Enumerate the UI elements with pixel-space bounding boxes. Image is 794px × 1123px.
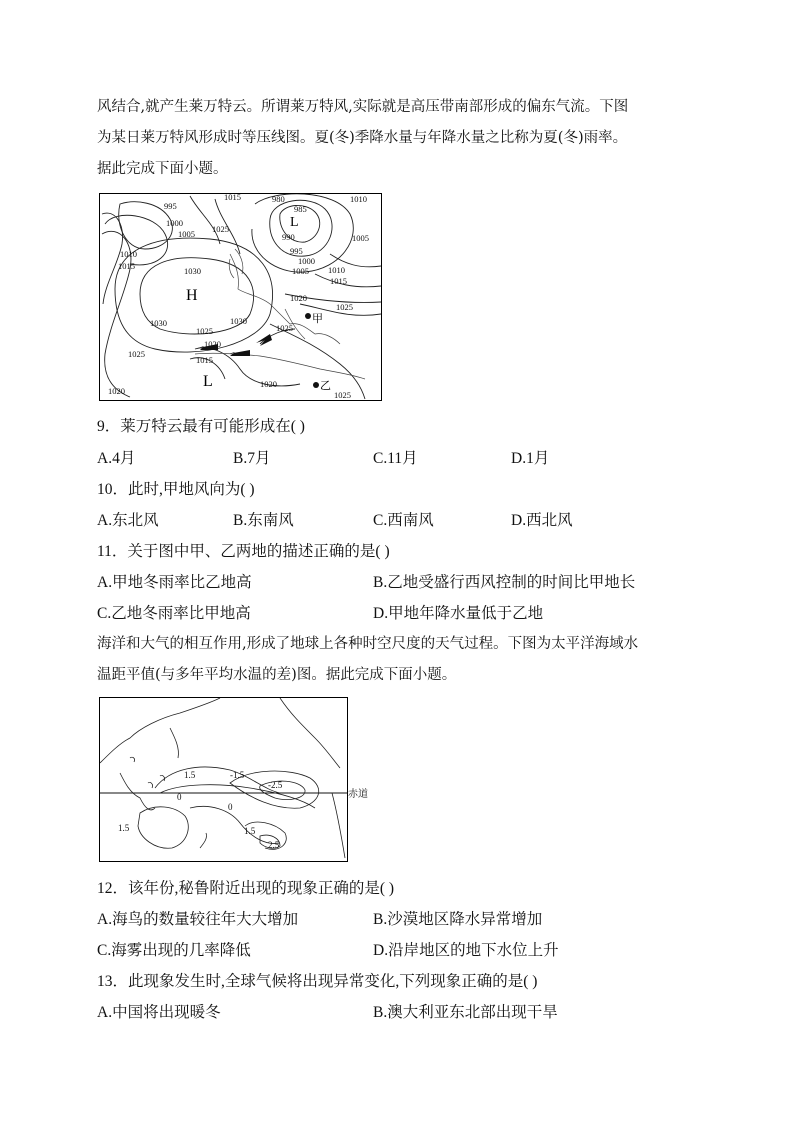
iso-1025-b: 1025	[196, 326, 213, 336]
iso-1015-a: 1015	[224, 194, 241, 202]
q12-option-d[interactable]: D.沿岸地区的地下水位上升	[373, 942, 559, 959]
iso-1025-f: 1025	[334, 390, 351, 400]
isobar-1015-ne	[315, 274, 381, 287]
coast-japan	[170, 728, 178, 758]
q11-stem: 11．关于图中甲、乙两地的描述正确的是( )	[97, 543, 390, 560]
val-1-5-a: 1.5	[184, 770, 196, 780]
iso-1025-e: 1025	[336, 302, 353, 312]
sst-anomaly-map	[99, 697, 348, 862]
q9-option-a[interactable]: A.4月	[97, 450, 136, 467]
iso-1005-b: 1005	[352, 233, 369, 243]
wind-arrow-2	[228, 350, 250, 356]
q13-stem: 13．此现象发生时,全球气候将出现异常变化,下列现象正确的是( )	[97, 973, 538, 990]
iso-1030-b: 1030	[150, 318, 167, 328]
coast-nz	[200, 833, 207, 848]
iso-1030-a: 1030	[184, 266, 201, 276]
marker-jia	[305, 313, 311, 319]
iso-1000-a: 1000	[166, 218, 183, 228]
iso-1025-d: 1025	[128, 349, 145, 359]
q10-option-a[interactable]: A.东北风	[97, 512, 159, 529]
val-1-5-b: 1.5	[118, 823, 130, 833]
label-low: L	[203, 373, 213, 390]
iso-995-a: 995	[164, 201, 177, 211]
iso-1005-a: 1005	[292, 266, 309, 276]
sst-anomaly-map-svg	[100, 698, 347, 861]
val-2-5: 2.5	[268, 840, 280, 850]
label-high: H	[186, 287, 198, 304]
coast-asia	[100, 698, 220, 763]
iso-1020-c: 1020	[260, 379, 277, 389]
iso-990: 990	[282, 232, 295, 242]
iso-1015-b: 1015	[118, 261, 135, 271]
val-neg-2-5: -2.5	[268, 780, 283, 790]
q12-option-b[interactable]: B.沙漠地区降水异常增加	[373, 911, 543, 928]
label-low-north: L	[290, 215, 299, 230]
q10-stem: 10．此时,甲地风向为( )	[97, 481, 255, 498]
coast-australia	[138, 807, 188, 848]
contour-0-b	[190, 806, 280, 843]
q11-option-d[interactable]: D.甲地年降水量低于乙地	[373, 605, 544, 622]
q12-stem: 12．该年份,秘鲁附近出现的现象正确的是( )	[97, 880, 395, 897]
iso-995-b: 995	[290, 246, 303, 256]
passage1-line3: 据此完成下面小题。	[97, 161, 228, 177]
iso-1020-a: 1020	[290, 293, 307, 303]
q9-option-c[interactable]: C.11月	[373, 450, 418, 467]
coast-south-america	[332, 793, 345, 858]
iso-1010-c: 1010	[328, 265, 345, 275]
q9-option-d[interactable]: D.1月	[511, 450, 550, 467]
iso-1025-c: 1025	[276, 323, 293, 333]
coastline-africa	[195, 353, 365, 379]
q11-option-b[interactable]: B.乙地受盛行西风控制的时间比甲地长	[373, 574, 636, 591]
iso-1025-a: 1025	[212, 224, 229, 234]
coast-se-asia	[120, 773, 155, 810]
q12-option-a[interactable]: A.海鸟的数量较往年大大增加	[97, 911, 299, 928]
passage1-line2: 为某日莱万特风形成时等压线图。夏(冬)季降水量与年降水量之比称为夏(冬)雨率。	[97, 130, 628, 146]
passage1-line1: 风结合,就产生莱万特云。所谓莱万特风,实际就是高压带南部形成的偏东气流。下图	[97, 99, 629, 115]
val-neg-1-5: -1.5	[230, 770, 245, 780]
marker-yi	[313, 382, 319, 388]
iso-985: 985	[294, 204, 307, 214]
isobar-1025-se	[270, 324, 365, 399]
iso-1010-a: 1010	[120, 249, 137, 259]
q12-option-c[interactable]: C.海雾出现的几率降低	[97, 942, 251, 959]
q9-stem: 9．莱万特云最有可能形成在( )	[97, 418, 305, 435]
iso-1010-b: 1010	[350, 194, 367, 204]
iso-1015-c: 1015	[330, 276, 347, 286]
q10-option-d[interactable]: D.西北风	[511, 512, 573, 529]
q13-option-a[interactable]: A.中国将出现暖冬	[97, 1004, 221, 1021]
iso-1015-d: 1015	[196, 355, 213, 365]
coastline-britain	[229, 249, 243, 278]
contour-1-5	[155, 767, 280, 793]
iso-1005-c: 1005	[178, 229, 195, 239]
label-jia: 甲	[312, 313, 323, 325]
iso-1020-d: 1020	[108, 386, 125, 396]
label-yi: 乙	[320, 380, 331, 392]
iso-1000-b: 1000	[298, 256, 315, 266]
passage2-line1: 海洋和大气的相互作用,形成了地球上各种时空尺度的天气过程。下图为太平洋海域水	[97, 636, 639, 652]
val-1-5-c: 1.5	[244, 826, 256, 836]
isobar-map-svg	[100, 194, 381, 400]
iso-1030-c: 1030	[230, 316, 247, 326]
coast-north-america	[280, 698, 340, 768]
q10-option-c[interactable]: C.西南风	[373, 512, 434, 529]
val-0-b: 0	[228, 802, 233, 812]
q13-option-b[interactable]: B.澳大利亚东北部出现干旱	[373, 1004, 558, 1021]
wind-arrow-1	[256, 334, 272, 346]
isobar-map	[99, 193, 382, 401]
q10-option-b[interactable]: B.东南风	[233, 512, 294, 529]
val-0-a: 0	[177, 792, 182, 802]
q11-option-a[interactable]: A.甲地冬雨率比乙地高	[97, 574, 252, 591]
equator-label: 赤道	[348, 789, 368, 800]
iso-1020-b: 1020	[204, 339, 221, 349]
q9-option-b[interactable]: B.7月	[233, 450, 271, 467]
iso-980: 980	[272, 194, 285, 204]
contour-neg-2-5	[260, 781, 305, 800]
passage2-line2: 温距平值(与多年平均水温的差)图。据此完成下面小题。	[97, 667, 457, 683]
q11-option-c[interactable]: C.乙地冬雨率比甲地高	[97, 605, 251, 622]
